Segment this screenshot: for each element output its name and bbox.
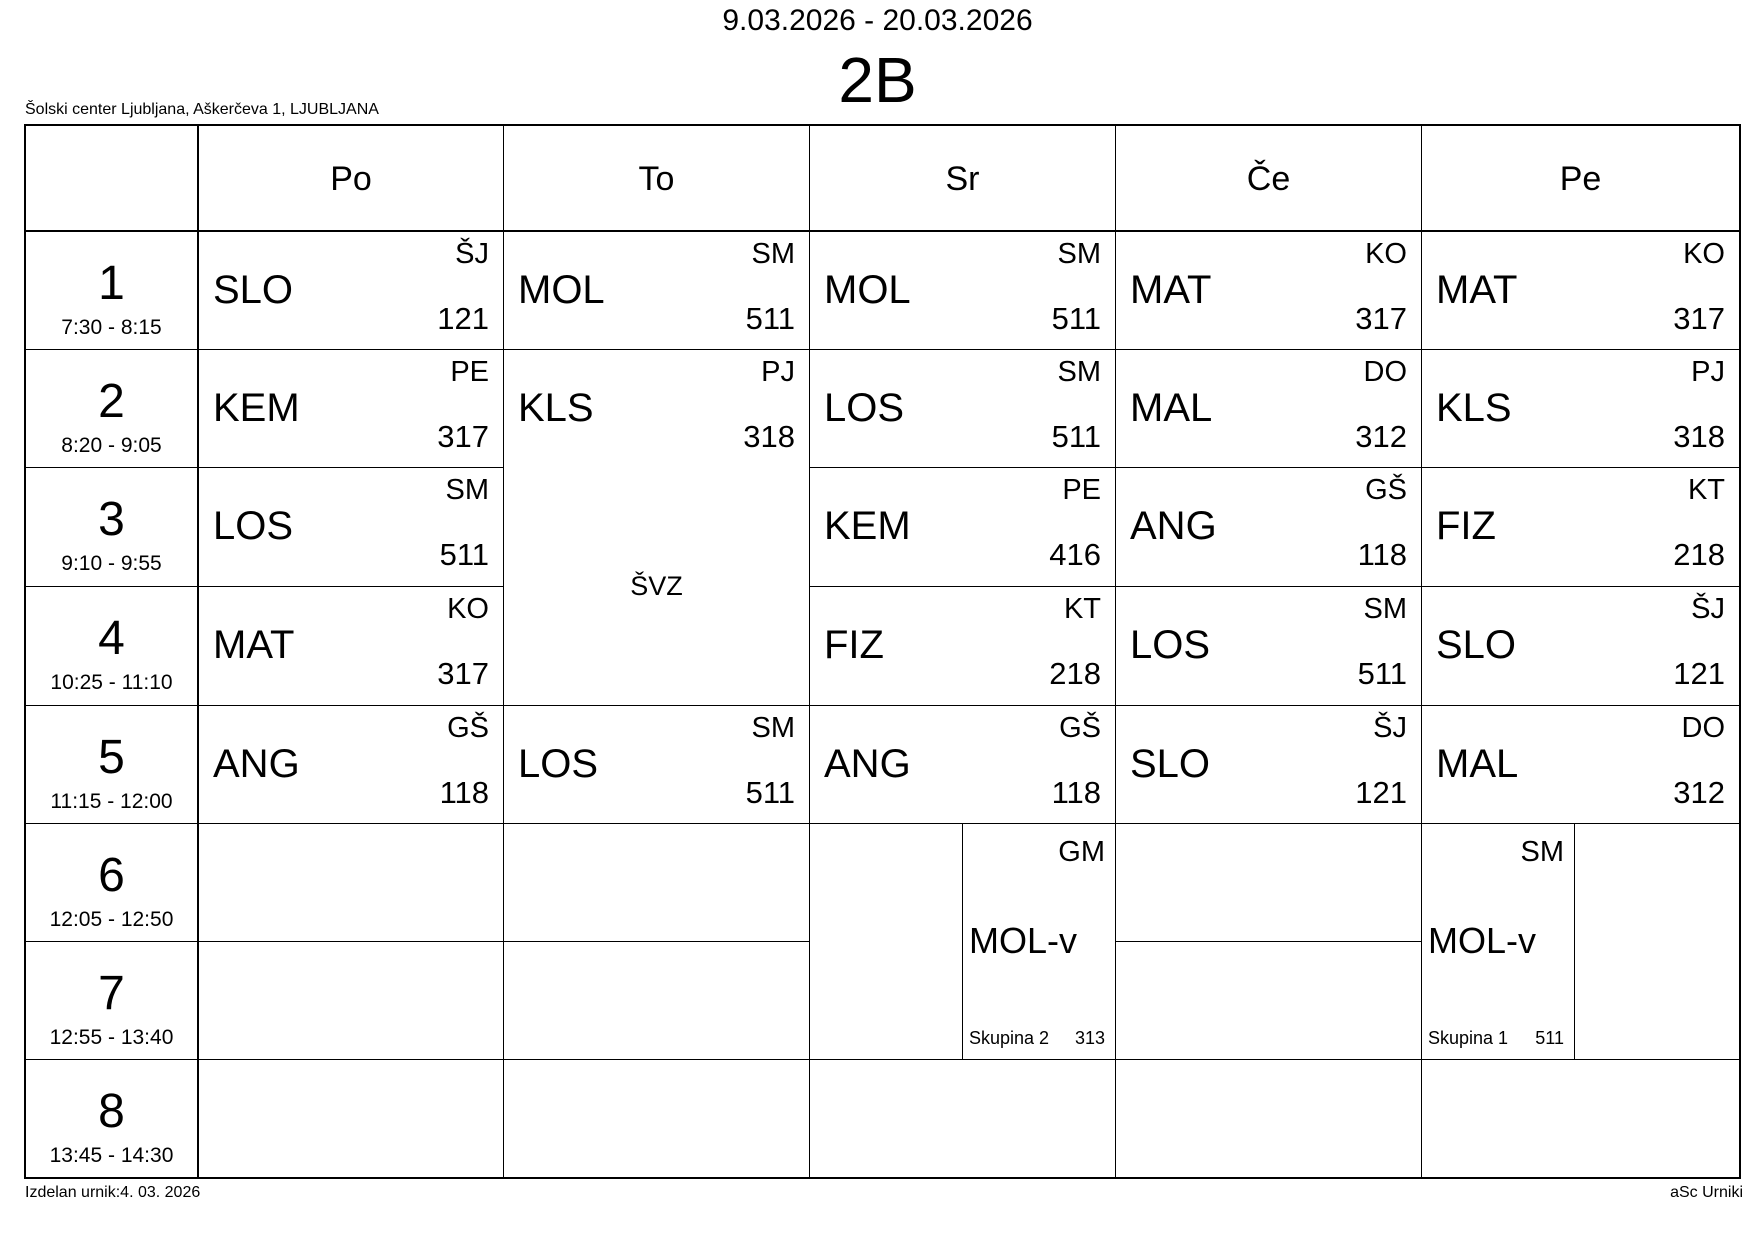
day-header-pe: Pe [1559,159,1602,198]
period-time: 13:45 - 14:30 [49,1144,174,1167]
teacher-code: KO [1365,238,1407,270]
lesson-cell[interactable] [1116,706,1421,823]
subject: LOS [1130,623,1211,667]
subject: MAL [1436,742,1519,786]
teacher-code: SM [445,474,489,506]
teacher-code: PE [1062,474,1101,506]
teacher-code: GŠ [1059,712,1101,744]
event-cell-svz[interactable]: ŠVZ [630,571,683,601]
subject: LOS [213,504,294,548]
period-time: 10:25 - 11:10 [50,671,173,694]
period-number: 6 [98,849,125,902]
period-time: 9:10 - 9:55 [61,552,162,575]
room: 511 [745,775,795,810]
period-number: 7 [98,967,125,1020]
room: 317 [1355,301,1407,336]
period-time: 12:05 - 12:50 [49,908,174,931]
period-number: 3 [98,493,125,546]
room: 317 [1673,301,1725,336]
teacher-code: SM [1057,238,1101,270]
lesson-cell[interactable] [504,232,809,349]
subject: ANG [824,742,911,786]
room: 121 [437,301,489,336]
teacher-code: ŠJ [1691,593,1725,625]
teacher-code: KT [1063,593,1101,625]
lesson-cell[interactable] [199,350,503,467]
room: 511 [1051,419,1101,454]
room: 218 [1673,537,1725,572]
lesson-cell[interactable] [1422,706,1739,823]
period-number: 4 [98,612,125,665]
subject: MAT [1130,268,1212,312]
day-header-sr: Sr [945,159,980,198]
room: 118 [1051,775,1101,810]
lesson-cell[interactable] [1422,587,1739,705]
group-name: Skupina 2 [969,1028,1050,1048]
lesson-cell[interactable] [199,468,503,586]
period-time: 7:30 - 8:15 [61,316,162,339]
group-lesson-cell[interactable] [963,824,1115,1059]
period-number: 8 [98,1085,125,1138]
day-header-ce: Če [1246,159,1291,198]
lesson-cell[interactable] [1116,232,1421,349]
lesson-cell[interactable] [504,706,809,823]
room: 511 [1535,1028,1564,1048]
teacher-code: SM [1363,593,1407,625]
subject: MOL [518,268,605,312]
timetable-grid [24,124,1741,1179]
teacher-code: KO [1683,238,1725,270]
lesson-cell[interactable] [810,232,1115,349]
teacher-code: DO [1363,356,1407,388]
subject: KLS [1436,386,1512,430]
room: 121 [1355,775,1407,810]
day-header-po: Po [330,159,372,198]
room: 218 [1049,656,1101,691]
lesson-cell[interactable] [810,468,1115,586]
subject: KEM [213,386,300,430]
subject: MAL [1130,386,1213,430]
teacher-code: DO [1681,712,1725,744]
room: 313 [1074,1028,1105,1048]
subject: SLO [1436,623,1517,667]
room: 118 [1357,537,1407,572]
lesson-cell[interactable] [199,587,503,705]
room: 118 [439,775,489,810]
teacher-code: SM [1520,836,1564,868]
lesson-cell[interactable] [1422,350,1739,467]
created-date: Izdelan urnik:4. 03. 2026 [25,1184,201,1201]
room: 416 [1049,537,1101,572]
lesson-cell[interactable] [199,706,503,823]
teacher-code: KO [447,593,489,625]
room: 121 [1673,656,1725,691]
room: 312 [1355,419,1407,454]
group-name: Skupina 1 [1428,1028,1509,1048]
period-time: 12:55 - 13:40 [49,1026,174,1049]
subject: MAT [213,623,295,667]
room: 511 [439,537,489,572]
room: 511 [745,301,795,336]
subject: FIZ [824,623,884,667]
period-time: 8:20 - 9:05 [61,434,162,457]
subject: MOL-v [969,920,1077,961]
subject: MAT [1436,268,1518,312]
subject: LOS [824,386,905,430]
room: 317 [437,656,489,691]
subject: ANG [1130,504,1217,548]
teacher-code: GŠ [1365,474,1407,506]
subject: MOL [824,268,911,312]
teacher-code: GM [1058,836,1105,868]
room: 318 [1673,419,1725,454]
subject: KLS [518,386,594,430]
subject: MOL-v [1428,920,1536,961]
class-name: 2B [838,44,917,116]
room: 312 [1673,775,1725,810]
group-lesson-cell[interactable] [1422,824,1574,1059]
period-number: 1 [98,257,125,310]
period-number: 5 [98,731,125,784]
lesson-cell[interactable] [1116,587,1421,705]
subject: KEM [824,504,911,548]
lesson-cell[interactable] [1116,350,1421,467]
lesson-cell[interactable] [810,350,1115,467]
teacher-code: SM [1057,356,1101,388]
subject: FIZ [1436,504,1496,548]
teacher-code: SM [751,238,795,270]
school-name: Šolski center Ljubljana, Aškerčeva 1, LJUBLJANA [25,101,379,118]
teacher-code: PE [450,356,489,388]
lesson-cell[interactable] [199,232,503,349]
subject: SLO [1130,742,1211,786]
period-number: 2 [98,375,125,428]
subject: ANG [213,742,300,786]
teacher-code: SM [751,712,795,744]
date-range: 9.03.2026 - 20.03.2026 [722,4,1033,37]
teacher-code: GŠ [447,712,489,744]
lesson-cell[interactable] [1422,468,1739,586]
teacher-code: ŠJ [455,238,489,270]
teacher-code: PJ [1691,356,1725,388]
teacher-code: ŠJ [1373,712,1407,744]
lesson-cell[interactable] [504,350,809,467]
lesson-cell[interactable] [810,587,1115,705]
room: 317 [437,419,489,454]
room: 511 [1051,301,1101,336]
teacher-code: KT [1687,474,1725,506]
teacher-code: PJ [761,356,795,388]
room: 511 [1357,656,1407,691]
lesson-cell[interactable] [810,706,1115,823]
lesson-cell[interactable] [1422,232,1739,349]
brand-label: aSc Urniki [1670,1184,1743,1201]
subject: LOS [518,742,599,786]
day-header-to: To [638,159,675,198]
lesson-cell[interactable] [1116,468,1421,586]
subject: SLO [213,268,294,312]
period-time: 11:15 - 12:00 [50,790,173,813]
room: 318 [743,419,795,454]
